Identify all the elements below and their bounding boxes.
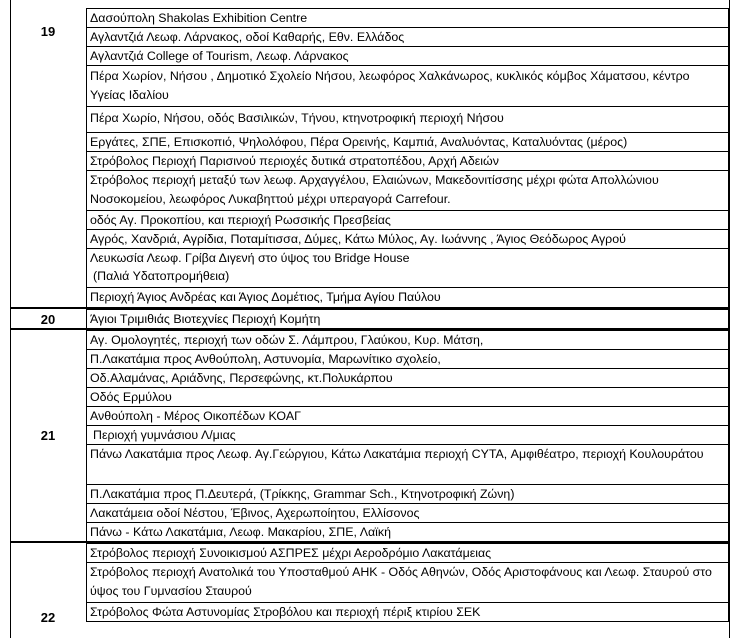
- table-row: Πάνω Λακατάμια προς Λεωφ. Αγ.Γεώργιου, Κάτω Λακατάμια περιοχή CYTA, Αμφιθέατρο, περιοχή Κουλουράτου: [86, 444, 729, 485]
- table-row: Εργάτες, ΣΠΕ, Επισκοπιό, Ψηλολόφου, Πέρα Ορεινής, Καμπιά, Αναλυόντας, Καταλυόντας (μέρος): [86, 132, 729, 152]
- table-row: Λακατάμεια οδοί Νέστου, Έβινος, Αχερωποίητου, Ελλίσονος: [86, 503, 729, 523]
- table-row: Αγλαντζιά Λεωφ. Λάρνακος, οδοί Καθαρής, Εθν. Ελλάδος: [86, 27, 729, 47]
- table-row: Λευκωσία Λεωφ. Γρίβα Διγενή στο ύψος του Bridge House: [86, 248, 729, 268]
- table-row: Ανθούπολη - Μέρος Οικοπέδων ΚΟΑΓ: [86, 406, 729, 426]
- table-row: Στρόβολος Περιοχή Παρισινού περιοχές δυτικά στρατοπέδου, Αρχή Αδειών: [86, 151, 729, 171]
- table-row: Στρόβολος περιοχή Συνοικισμού ΑΣΠΡΕΣ μέχρι Αεροδρόμιο Λακατάμειας: [86, 543, 729, 563]
- table-row: Οδ.Αλαμάνας, Αριάδνης, Περσεφώνης, κτ.Πολυκάρπου: [86, 368, 729, 388]
- table-row: Αγρός, Χανδριά, Αγρίδια, Ποταμίτισσα, Δύμες, Κάτω Μύλος, Αγ. Ιωάννης , Άγιος Θεόδωρος Αγρού: [86, 229, 729, 249]
- table-row: Στρόβολος περιοχή Ανατολικά του Υποσταθμού ΑΗΚ - Οδός Αθηνών, Οδός Αριστοφάνους και Λεωφ. Σταυρού στο ύψος του Γυμνασίου Σταυρού: [86, 562, 729, 603]
- group-number-21: 21: [40, 428, 56, 443]
- table-row: Περιοχή Άγιος Ανδρέας και Άγιος Δομέτιος, Τμήμα Αγίου Παύλου: [86, 287, 729, 308]
- table-row: Πέρα Χωρίον, Νήσου , Δημοτικό Σχολείο Νήσου, λεωφόρος Χαλκάνωρος, κυκλικός κόμβος Χάματσου, κέντρο Υγείας Ιδαλίου: [86, 65, 729, 107]
- group-number-22: 22: [40, 610, 56, 625]
- table-row: (Παλιά Υδατοπρομήθεια): [86, 267, 729, 288]
- group-number-19: 19: [40, 24, 56, 39]
- table-row: Π.Λακατάμια προς Ανθούπολη, Αστυνομία, Μαρωνίτικο σχολείο,: [86, 349, 729, 369]
- table-row: Στρόβολος Φώτα Αστυνομίας Στροβόλου και περιοχή πέριξ κτιρίου ΣΕΚ: [86, 602, 729, 622]
- table-row: Περιοχή γυμνάσιου Λ/μιας: [86, 425, 729, 445]
- table-row: Αγλαντζιά College of Tourism, Λεωφ. Λάρνακος: [86, 46, 729, 66]
- table-row: Στρόβολος περιοχή μεταξύ των λεωφ. Αρχαγγέλου, Ελαιώνων, Μακεδονιτίσσης μέχρι φώτα Απολλώνιου Νοσοκομείου, λεωφόρος Λυκαβηττού μέχρι υπεραγορά Carrefour.: [86, 170, 729, 211]
- table-row: Π.Λακατάμια προς Π.Δευτερά, (Τρίκκης, Grammar Sch., Κτηνοτροφική Ζώνη): [86, 484, 729, 504]
- table-right-border: [729, 0, 730, 638]
- table-row: Δασούπολη Shakolas Exhibition Centre: [86, 8, 729, 28]
- table-row: Πάνω - Κάτω Λακατάμια, Λεωφ. Μακαρίου, ΣΠΕ, Λαϊκή: [86, 522, 729, 542]
- table-row: Άγιοι Τριμιθιάς Βιοτεχνίες Περιοχή Κομήτη: [86, 309, 729, 329]
- table-row: οδός Αγ. Προκοπίου, και περιοχή Ρωσσικής Πρεσβείας: [86, 210, 729, 230]
- table-row: Οδός Ερμύλου: [86, 387, 729, 407]
- group-number-20: 20: [40, 312, 56, 327]
- table-row: Πέρα Χωρίο, Νήσου, οδός Βασιλικών, Τήνου, κτηνοτροφική περιοχή Νήσου: [86, 106, 729, 133]
- table-row: Αγ. Ομολογητές, περιοχή των οδών Σ. Λάμπρου, Γλαύκου, Κυρ. Μάτση,: [86, 330, 729, 350]
